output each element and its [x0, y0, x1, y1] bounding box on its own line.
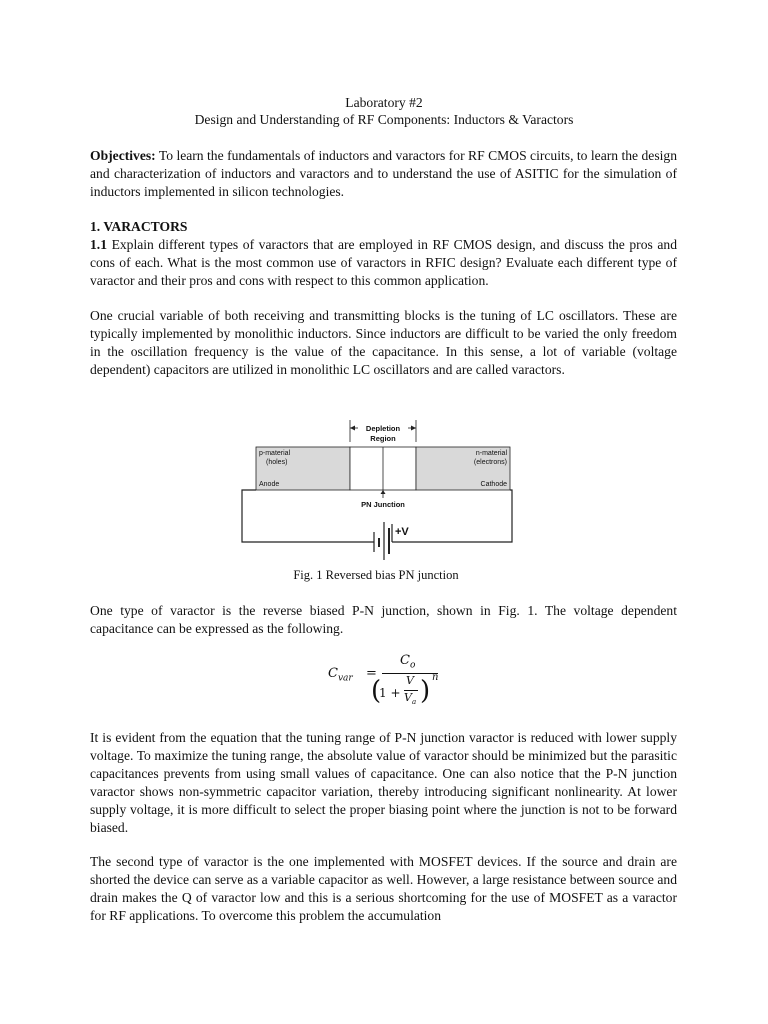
- paragraph-mosfet-varactor: The second type of varactor is the one implemented with MOSFET devices. If the source and drain are shorted the device can serve as a variable capacitor as well. However, a large resistance between source and drain makes the Q of varactor low and this is a serious shortcoming for the use of MOSFET as a varactor for RF applications. To overcome this problem the accumulation: [90, 854, 677, 923]
- anode-label: Anode: [259, 481, 280, 488]
- capacitance-equation: [320, 652, 450, 712]
- p-material-label: p-material: [259, 450, 291, 457]
- section-heading-varactors: 1. VARACTORS: [90, 219, 188, 234]
- objectives-paragraph: [90, 147, 677, 201]
- paragraph-reverse-biased: One type of varactor is the reverse biased P-N junction, shown in Fig. 1. The voltage dependent capacitance can be expressed as the following.: [90, 603, 677, 636]
- figure-caption: Fig. 1 Reversed bias PN junction: [293, 568, 459, 582]
- eq-one-plus: 1 +: [379, 686, 401, 700]
- eq-lhs: $C_{var}$: [328, 666, 353, 684]
- objectives-text: To learn the fundamentals of inductors and varactors for RF CMOS circuits, to learn the design and characterization of inductors and varactors and to understand the use of ASITIC for the simulation of inductors implemented in silicon technologies.: [90, 148, 677, 199]
- eq-v: V: [406, 674, 414, 687]
- eq-paren-open: (: [371, 676, 382, 706]
- n-electrons-label: (electrons): [473, 459, 507, 466]
- eq-va: $V_a$: [404, 691, 417, 707]
- depletion-label-2: Region: [370, 434, 396, 443]
- question-number: 1.1: [90, 237, 107, 252]
- eq-numerator: $C_o$: [400, 653, 416, 671]
- eq-paren-close: ): [420, 676, 431, 706]
- pn-junction-figure: [236, 414, 516, 560]
- objectives-label: Objectives:: [90, 148, 156, 163]
- cathode-label: Cathode: [480, 481, 507, 488]
- question-text: Explain different types of varactors that are employed in RF CMOS design, and discuss the pros and cons of each. What is the most common use of varactors in RFIC design? Evaluate each different type of varactor and their pros and cons with respect to this common application.: [90, 237, 677, 288]
- eq-equals: =: [366, 666, 377, 681]
- doc-title: Laboratory #2: [345, 95, 423, 110]
- voltage-label: +V: [395, 526, 409, 538]
- p-holes-label: (holes): [266, 459, 288, 466]
- eq-exponent: n: [432, 672, 439, 683]
- paragraph-lc-oscillators: One crucial variable of both receiving and transmitting blocks is the tuning of LC oscillators. These are typically implemented by monolithic inductors. Since inductors are difficult to be varied the only freedom in the oscillation frequency is the value of the capacitance. In this sense, a lot of variable (voltage dependent) capacitors are utilized in monolithic LC oscillators and are called varactors.: [90, 308, 677, 377]
- doc-subtitle: Design and Understanding of RF Components: Inductors & Varactors: [194, 112, 574, 127]
- depletion-label-1: Depletion: [365, 424, 401, 433]
- n-material-label: n-material: [475, 450, 507, 457]
- pn-junction-label: PN Junction: [361, 500, 405, 509]
- paragraph-tuning-range: It is evident from the equation that the tuning range of P-N junction varactor is reduced with lower supply voltage. To maximize the tuning range, the absolute value of varactor should be minimized but the parasitic capacitances prevents from using small values of capacitance. One can also notice that the P-N junction varactor shows non-symmetric capacitor variation, thereby introducing significant nonlinearity. At lower supply voltage, it is more difficult to select the proper biasing point where the junction is not to be forward biased.: [90, 730, 677, 835]
- question-1-1: [90, 236, 677, 290]
